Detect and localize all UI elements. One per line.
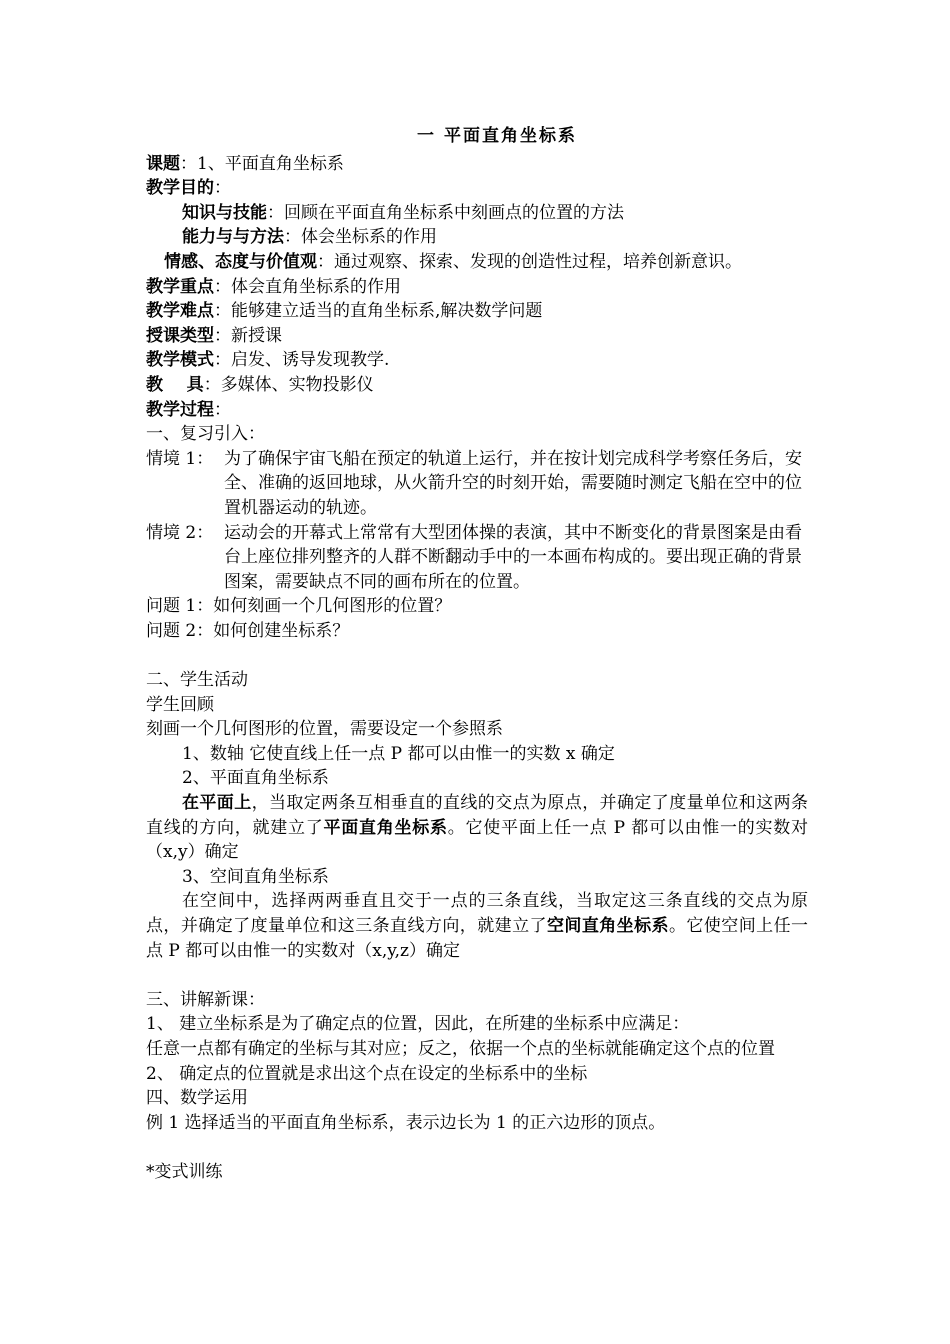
mode-label: 教学模式 — [146, 350, 214, 371]
mode-line — [146, 348, 808, 373]
goal-colon: ： — [214, 178, 231, 199]
spacer — [146, 643, 808, 668]
knowledge-value: ：回顾在平面直角坐标系中刻画点的位置的方法 — [267, 202, 624, 223]
space-text-2: 。它使空间上任一点 P 都可以由惟一的实数对（x,y,z）确定 — [146, 916, 809, 961]
difficulty-line — [146, 299, 808, 324]
document-page — [146, 124, 808, 1185]
section3-item-2: 2、 确定点的位置就是求出这个点在设定的坐标系中的坐标 — [146, 1063, 588, 1084]
variant-training: *变式训练 — [146, 1161, 223, 1182]
key-value: ：体会直角坐标系的作用 — [214, 276, 401, 297]
scenario-1-label: 情境 1： — [146, 448, 214, 469]
key-label: 教学重点 — [146, 276, 214, 297]
example-1: 例 1 选择适当的平面直角坐标系，表示边长为 1 的正六边形的顶点。 — [146, 1112, 666, 1133]
section3-item-1-detail: 任意一点都有确定的坐标与其对应；反之，依据一个点的坐标就能确定这个点的位置 — [146, 1038, 775, 1059]
knowledge-line — [146, 201, 808, 226]
plane-text-2: 。它使平面上任一点 P 都可以由惟一的实数对（x,y）确定 — [146, 817, 808, 863]
question-1: 问题 1：如何刻画一个几何图形的位置？ — [146, 596, 452, 617]
key-line — [146, 275, 808, 300]
topic-value: ：1、平面直角坐标系 — [180, 153, 344, 174]
goal-label: 教学目的 — [146, 178, 214, 199]
section2-intro: 刻画一个几何图形的位置，需要设定一个参照系 — [146, 719, 503, 740]
scenario-2 — [146, 521, 808, 595]
difficulty-label: 教学难点 — [146, 301, 214, 322]
item-number-line: 1、数轴 它使直线上任一点 P 都可以由惟一的实数 x 确定 — [182, 743, 615, 764]
tools-line — [146, 373, 808, 398]
knowledge-label: 知识与技能 — [182, 202, 267, 223]
topic-line — [146, 152, 808, 177]
difficulty-value: ：能够建立适当的直角坐标系,解决数学问题 — [214, 301, 543, 322]
section3-heading: 三、讲解新课： — [146, 989, 265, 1010]
section2-heading: 二、学生活动 — [146, 670, 248, 691]
item-space-coords: 3、空间直角坐标系 — [182, 866, 329, 887]
ability-label: 能力与与方法 — [182, 227, 284, 248]
emotion-label: 情感、态度与价值观 — [164, 251, 317, 272]
goal-line — [146, 176, 808, 201]
tools-value: ：多媒体、实物投影仪 — [203, 374, 374, 395]
section3-item-1: 1、 建立坐标系是为了确定点的位置，因此，在所建的坐标系中应满足： — [146, 1014, 690, 1035]
type-value: ：新授课 — [214, 325, 282, 346]
tools-label: 教 具 — [146, 374, 204, 395]
process-label: 教学过程 — [146, 399, 214, 420]
spacer — [146, 1135, 808, 1160]
topic-label: 课题 — [146, 153, 180, 174]
scenario-2-text: 运动会的开幕式上常常有大型团体操的表演，其中不断变化的背景图案是由看台上座位排列整齐的人群不断翻动手中的一本画布构成的。要出现正确的背景图案，需要缺点不同的画布所在的位置。 — [224, 522, 802, 592]
plane-bold-2: 平面直角坐标系 — [323, 817, 448, 838]
item-plane-coords: 2、平面直角坐标系 — [182, 768, 329, 789]
space-text-1: 在空间中，选择两两垂直且交于一点的三条直线，当取定这三条直线的交点为原点，并确定了度量单位和这三条直线方向，就建立了 — [146, 891, 808, 936]
ability-line — [146, 225, 808, 250]
question-2: 问题 2：如何创建坐标系？ — [146, 620, 350, 641]
document-title: 一 平面直角坐标系 — [417, 126, 577, 146]
plane-bold-1: 在平面上 — [182, 793, 252, 814]
scenario-2-label: 情境 2： — [146, 522, 214, 543]
emotion-value: ：通过观察、探索、发现的创造性过程，培养创新意识。 — [317, 251, 742, 272]
section2-sub: 学生回顾 — [146, 694, 214, 715]
scenario-1 — [146, 447, 808, 521]
type-label: 授课类型 — [146, 325, 214, 346]
process-colon: ： — [214, 399, 231, 420]
scenario-1-text: 为了确保宇宙飞船在预定的轨道上运行，并在按计划完成科学考察任务后，安全、准确的返回地球，从火箭升空的时刻开始，需要随时测定飞船在空中的位置机器运动的轨迹。 — [224, 448, 802, 518]
process-line — [146, 398, 808, 423]
plane-coords-paragraph — [146, 791, 808, 865]
plane-text-1: ，当取定两条互相垂直的直线的交点为原点，并确定了度量单位和这两条直线的方向，就建立了 — [146, 793, 809, 838]
space-bold: 空间直角坐标系 — [546, 916, 669, 936]
mode-value: ：启发、诱导发现教学. — [214, 350, 390, 371]
space-coords-paragraph — [146, 889, 808, 963]
type-line — [146, 324, 808, 349]
spacer — [146, 963, 808, 988]
section1-heading: 一、复习引入： — [146, 424, 265, 445]
emotion-line — [146, 250, 808, 275]
section4-heading: 四、数学运用 — [146, 1088, 248, 1109]
ability-value: ：体会坐标系的作用 — [284, 227, 437, 248]
